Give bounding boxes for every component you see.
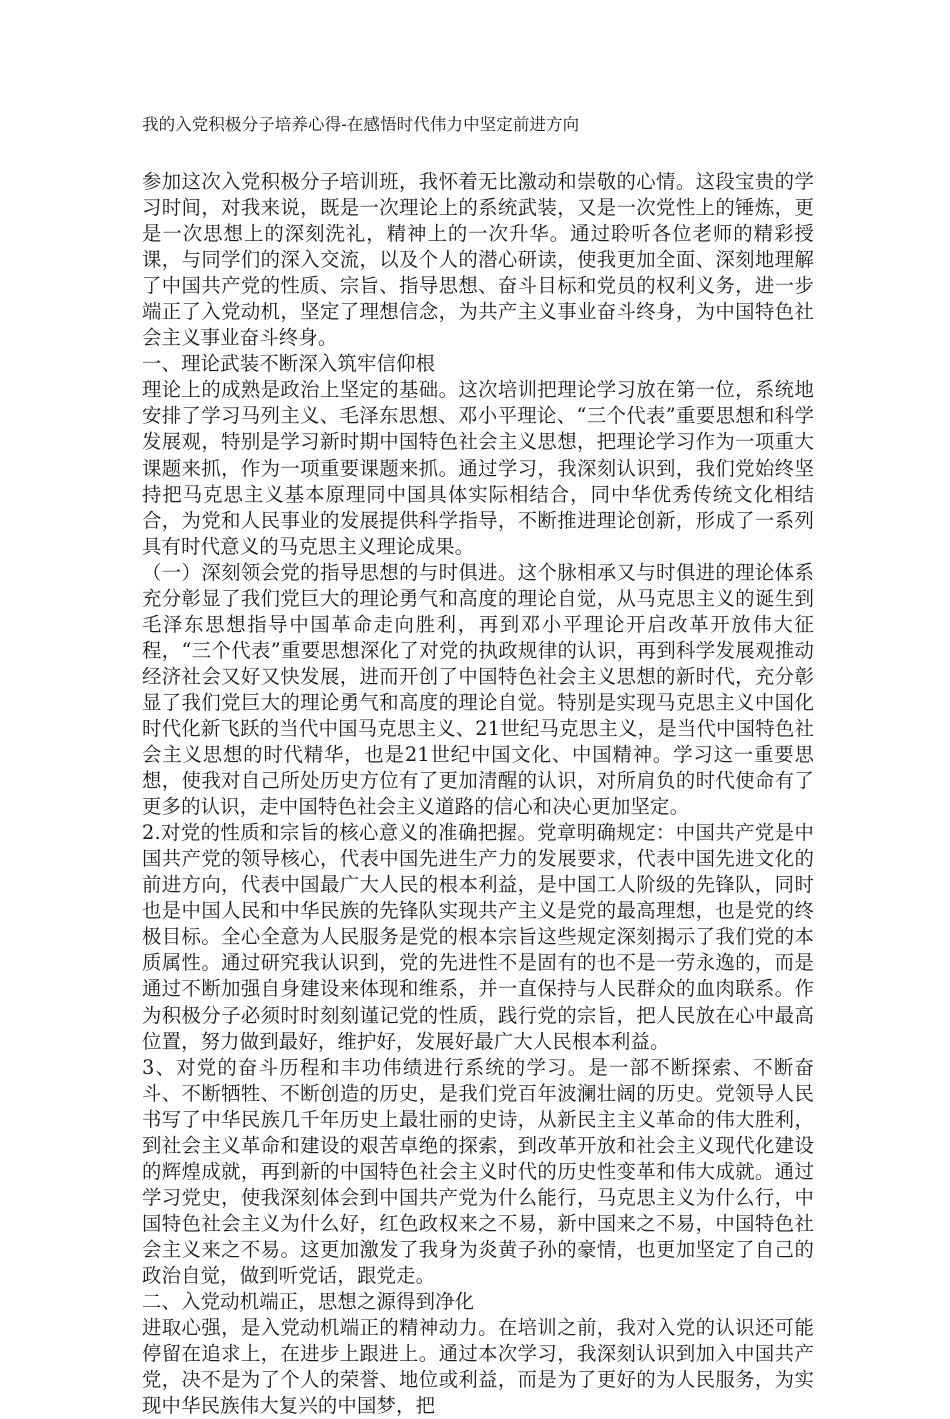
section-heading-one: 一、理论武装不断深入筑牢信仰根 [142, 352, 436, 376]
page-title: 我的入党积极分子培养心得-在感悟时代伟力中坚定前进方向 [142, 115, 580, 134]
document-text-column [142, 112, 814, 1419]
paragraph-item-three: 3、对党的奋斗历程和丰功伟绩进行系统的学习。是一部不断探索、不断奋斗、不断牺牲、不断创造的历史，是我们党百年波澜壮阔的历史。党领导人民书写了中华民族几千年历史上最壮丽的史诗，从新民主主义革命的伟大胜利，到社会主义革命和建设的艰苦卓绝的探索，到改革开放和社会主义现代化建设的辉煌成就，再到新的中国特色社会主义时代的历史性变革和伟大成就。通过学习党史，使我深刻体会到中国共产党为什么能行，马克思主义为什么行，中国特色社会主义为什么好，红色政权来之不易，新中国来之不易，中国特色社会主义来之不易。这更加激发了我身为炎黄子孙的豪情，也更加坚定了自己的政治自觉，做到听党话，跟党走。 [142, 1055, 814, 1287]
paragraph-item-two: 2.对党的性质和宗旨的核心意义的准确把握。党章明确规定：中国共产党是中国共产党的领导核心，代表中国先进生产力的发展要求，代表中国先进文化的前进方向，代表中国最广大人民的根本利益，是中国工人阶级的先锋队，同时也是中国人民和中华民族的先锋队实现共产主义是党的最高理想，也是党的终极目标。全心全意为人民服务是党的根本宗旨这些规定深刻揭示了我们党的本质属性。通过研究我认识到，党的先进性不是固有的也不是一劳永逸的，而是通过不断加强自身建设来体现和维系，并一直保持与人民群众的血肉联系。作为积极分子必须时时刻刻谨记党的性质，践行党的宗旨，把人民放在心中最高位置，努力做到最好，维护好，发展好最广大人民根本利益。 [142, 821, 814, 1053]
paragraph-section-one-body: 理论上的成熟是政治上坚定的基础。这次培训把理论学习放在第一位，系统地安排了学习马列主义、毛泽东思想、邓小平理论、“三个代表”重要思想和科学发展观，特别是学习新时期中国特色社会主义思想，把理论学习作为一项重大课题来抓，作为一项重要课题来抓。通过学习，我深刻认识到，我们党始终坚持把马克思主义基本原理同中国具体实际相结合，同中华优秀传统文化相结合，为党和人民事业的发展提供科学指导，不断推进理论创新，形成了一系列具有时代意义的马克思主义理论成果。 [142, 378, 814, 558]
title-spacer [142, 138, 814, 169]
paragraph-intro: 参加这次入党积极分子培训班，我怀着无比激动和崇敬的心情。这段宝贵的学习时间，对我来说，既是一次理论上的系统武装，又是一次党性上的锤炼，更是一次思想上的深刻洗礼，精神上的一次升华。通过聆听各位老师的精彩授课，与同学们的深入交流，以及个人的潜心研读，使我更加全面、深刻地理解了中国共产党的性质、宗旨、指导思想、奋斗目标和党员的权利义务，进一步端正了入党动机，坚定了理想信念，为共产主义事业奋斗终身，为中国特色社会主义事业奋斗终身。 [142, 170, 814, 350]
paragraph-item-one: （一）深刻领会党的指导思想的与时俱进。这个脉相承又与时俱进的理论体系充分彰显了我们党巨大的理论勇气和高度的理论自觉，从马克思主义的诞生到毛泽东思想指导中国革命走向胜利，再到邓小平理论开启改革开放伟大征程，“三个代表”重要思想深化了对党的执政规律的认识，再到科学发展观推动经济社会又好又快发展，进而开创了中国特色社会主义思想的新时代，充分彰显了我们党巨大的理论勇气和高度的理论自觉。特别是实现马克思主义中国化时代化新飞跃的当代中国马克思主义、21世纪马克思主义，是当代中国特色社会主义思想的时代精华，也是21世纪中国文化、中国精神。学习这一重要思想，使我对自己所处历史方位有了更加清醒的认识，对所肩负的时代使命有了更多的认识，走中国特色社会主义道路的信心和决心更加坚定。 [142, 560, 814, 819]
section-heading-two: 二、入党动机端正，思想之源得到净化 [142, 1290, 475, 1314]
paragraph-section-two-body: 进取心强，是入党动机端正的精神动力。在培训之前，我对入党的认识还可能停留在追求上，在进步上跟进上。通过本次学习，我深刻认识到加入中国共产党，决不是为了个人的荣誉、地位或利益，而是为了更好的为人民服务，为实现中华民族伟大复兴的中国梦，把 [142, 1316, 814, 1418]
